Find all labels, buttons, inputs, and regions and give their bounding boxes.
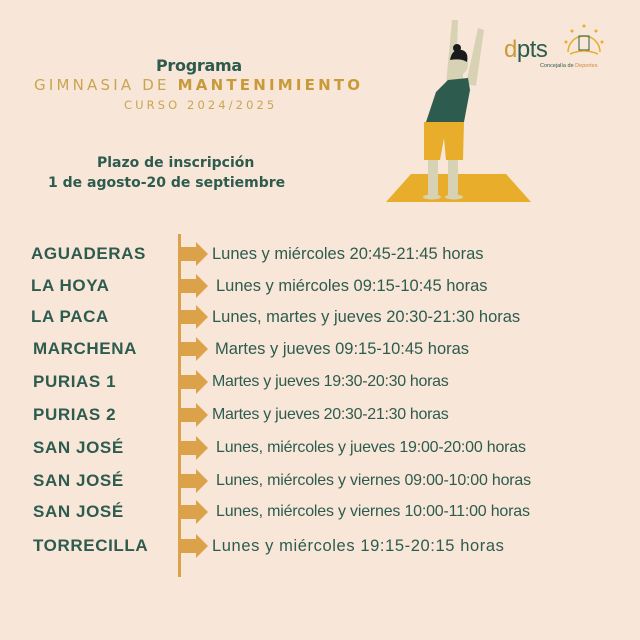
schedule-row bbox=[0, 335, 640, 363]
program-name-bold: MANTENIMIENTO bbox=[177, 76, 364, 94]
schedule-time: Martes y jueves 20:30-21:30 horas bbox=[212, 406, 449, 423]
sun-castle-emblem-icon bbox=[562, 22, 606, 62]
schedule-time: Martes y jueves 09:15-10:45 horas bbox=[215, 340, 470, 358]
schedule-row bbox=[0, 368, 640, 396]
schedule-row bbox=[0, 467, 640, 495]
logo-subtitle-highlight: Deportes bbox=[575, 63, 598, 69]
location-name: PURIAS 1 bbox=[33, 372, 117, 391]
logo-subtitle bbox=[540, 63, 598, 69]
course-year: CURSO 2024/2025 bbox=[124, 98, 278, 112]
brand-letters-pts: pts bbox=[516, 36, 548, 63]
arrow-right-icon bbox=[180, 403, 208, 427]
schedule-row bbox=[0, 240, 640, 268]
schedule-row bbox=[0, 532, 640, 560]
registration-dates: 1 de agosto-20 de septiembre bbox=[48, 175, 286, 191]
arrow-right-icon bbox=[180, 534, 208, 558]
location-name: SAN JOSÉ bbox=[33, 471, 124, 490]
schedule-row bbox=[0, 401, 640, 429]
dpts-logo bbox=[500, 22, 610, 74]
brand-wordmark bbox=[504, 36, 547, 64]
schedule-row bbox=[0, 303, 640, 331]
arrow-right-icon bbox=[180, 469, 208, 493]
arrow-right-icon bbox=[180, 436, 208, 460]
brand-letter-d: d bbox=[504, 36, 517, 63]
location-name: SAN JOSÉ bbox=[33, 502, 124, 521]
schedule-row bbox=[0, 498, 640, 526]
schedule-time: Lunes, miércoles y jueves 19:00-20:00 horas bbox=[216, 439, 526, 456]
arrow-right-icon bbox=[180, 500, 208, 524]
program-title: Programa bbox=[156, 56, 242, 75]
arrow-right-icon bbox=[180, 305, 208, 329]
arrow-right-icon bbox=[180, 337, 208, 361]
location-name: TORRECILLA bbox=[33, 536, 149, 555]
arrow-right-icon bbox=[180, 242, 208, 266]
location-name: LA HOYA bbox=[31, 276, 110, 295]
program-name bbox=[34, 76, 363, 94]
schedule-time: Lunes y miércoles 09:15-10:45 horas bbox=[216, 277, 488, 295]
schedule-time: Lunes y miércoles 19:15-20:15 horas bbox=[212, 537, 505, 555]
schedule-time: Lunes, miércoles y viernes 10:00-11:00 horas bbox=[216, 503, 530, 520]
schedule-row bbox=[0, 434, 640, 462]
arrow-right-icon bbox=[180, 274, 208, 298]
arrow-right-icon bbox=[180, 370, 208, 394]
schedule-time: Lunes, miércoles y viernes 09:00-10:00 horas bbox=[216, 472, 531, 489]
logo-subtitle-prefix: Concejalía de bbox=[540, 63, 576, 69]
program-name-regular: GIMNASIA DE bbox=[34, 76, 178, 94]
location-name: MARCHENA bbox=[33, 339, 137, 358]
schedule-time: Lunes y miércoles 20:45-21:45 horas bbox=[212, 245, 484, 263]
schedule-row bbox=[0, 272, 640, 300]
location-name: LA PACA bbox=[31, 307, 109, 326]
schedule-time: Martes y jueves 19:30-20:30 horas bbox=[212, 373, 449, 390]
location-name: SAN JOSÉ bbox=[33, 438, 124, 457]
location-name: AGUADERAS bbox=[31, 244, 146, 263]
schedule-time: Lunes, martes y jueves 20:30-21:30 horas bbox=[212, 308, 521, 326]
registration-label: Plazo de inscripción bbox=[97, 155, 255, 171]
location-name: PURIAS 2 bbox=[33, 405, 117, 424]
